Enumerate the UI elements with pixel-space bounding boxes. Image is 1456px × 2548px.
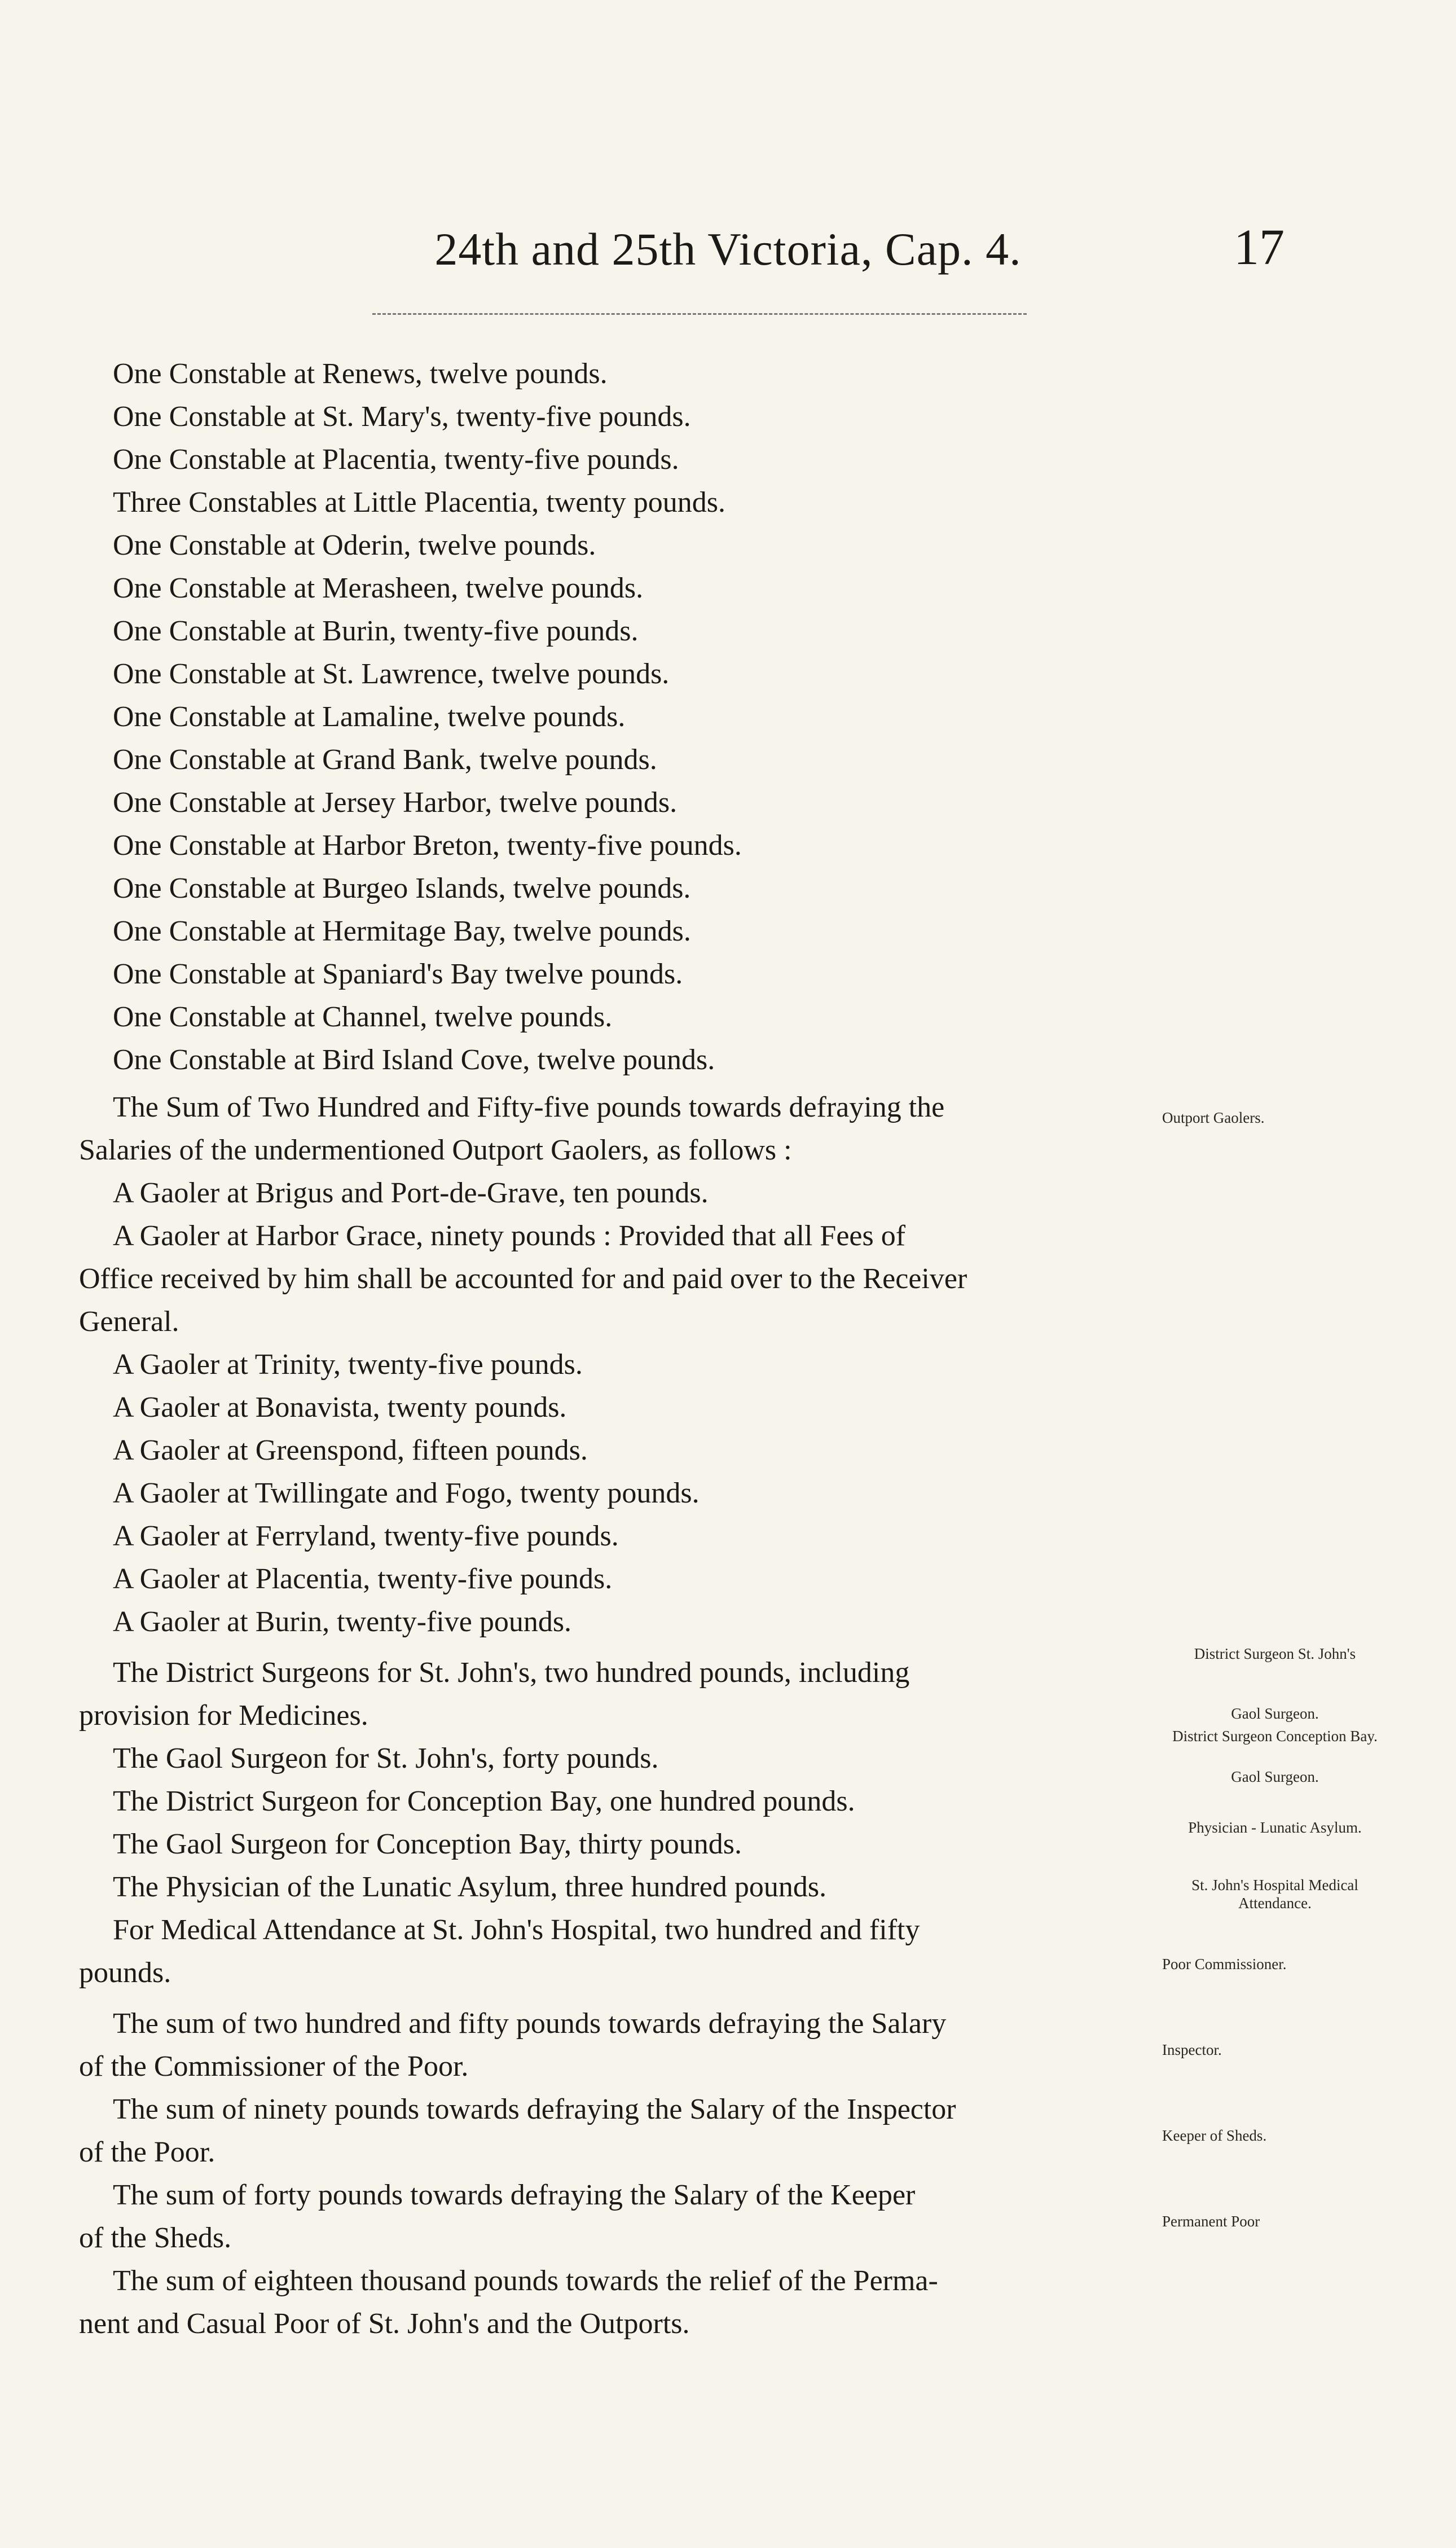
- margin-note-physician: Physician - Lunatic Asylum.: [1188, 1819, 1362, 1836]
- poor-entry: The sum of ninety pounds towards defraying the Salary of the Inspector: [113, 2093, 956, 2125]
- constables-list: [79, 353, 1077, 1082]
- poor-entry: The sum of eighteen thousand pounds towards the relief of the Perma-: [113, 2265, 938, 2297]
- constable-entry: One Constable at Placentia, twenty-five pounds.: [113, 443, 679, 476]
- margin-note-keeper-of-sheds: Keeper of Sheds.: [1162, 2127, 1267, 2144]
- gaoler-entry: A Gaoler at Twillingate and Fogo, twenty pounds.: [113, 1477, 700, 1509]
- medical-entry: pounds.: [79, 1957, 171, 1989]
- page-header: [0, 219, 1456, 291]
- poor-entry: of the Poor.: [79, 2136, 215, 2168]
- gaoler-entry: A Gaoler at Harbor Grace, ninety pounds : Provided that all Fees of: [113, 1220, 906, 1252]
- constable-entry: One Constable at Oderin, twelve pounds.: [113, 529, 596, 561]
- poor-entry: nent and Casual Poor of St. John's and the Outports.: [79, 2308, 690, 2340]
- document-body: [79, 353, 1378, 2345]
- gaoler-entry: A Gaoler at Burin, twenty-five pounds.: [113, 1606, 572, 1638]
- margin-note-poor-commissioner: Poor Commissioner.: [1162, 1956, 1287, 1972]
- gaoler-entry: Office received by him shall be accounted for and paid over to the Receiver: [79, 1263, 967, 1295]
- poor-entry: of the Commissioner of the Poor.: [79, 2050, 469, 2083]
- gaoler-entry: A Gaoler at Placentia, twenty-five pounds.: [113, 1563, 613, 1595]
- constable-entry: One Constable at St. Mary's, twenty-five pounds.: [113, 401, 691, 433]
- margin-note-district-surgeon: District Surgeon St. John's: [1194, 1645, 1356, 1662]
- medical-entry: The District Surgeon for Conception Bay, one hundred pounds.: [113, 1785, 855, 1817]
- poor-entry: The sum of forty pounds towards defraying the Salary of the Keeper: [113, 2179, 916, 2211]
- medical-entry: The Gaol Surgeon for Conception Bay, thirty pounds.: [113, 1828, 742, 1860]
- constable-entry: One Constable at Harbor Breton, twenty-five pounds.: [113, 829, 742, 862]
- margin-note-inspector: Inspector.: [1162, 2041, 1222, 2058]
- running-title: 24th and 25th Victoria, Cap. 4.: [434, 223, 1022, 275]
- constable-entry: One Constable at Jersey Harbor, twelve pounds.: [113, 787, 678, 819]
- constable-entry: One Constable at St. Lawrence, twelve pounds.: [113, 658, 670, 690]
- gaoler-entry: A Gaoler at Trinity, twenty-five pounds.: [113, 1348, 583, 1381]
- constable-entry: Three Constables at Little Placentia, twenty pounds.: [113, 486, 725, 519]
- constable-entry: One Constable at Lamaline, twelve pounds.: [113, 701, 626, 733]
- gaoler-entry: A Gaoler at Ferryland, twenty-five pounds.: [113, 1520, 619, 1552]
- margin-note-permanent-poor: Permanent Poor: [1162, 2213, 1260, 2230]
- gaolers-intro-line: Salaries of the undermentioned Outport Gaolers, as follows :: [79, 1134, 792, 1166]
- medical-entry: The Gaol Surgeon for St. John's, forty pounds.: [113, 1742, 659, 1774]
- constable-entry: One Constable at Burin, twenty-five pounds.: [113, 615, 639, 647]
- gaolers-section: [79, 1086, 1077, 1644]
- medical-entry: For Medical Attendance at St. John's Hospital, two hundred and fifty: [113, 1914, 920, 1946]
- margin-note-outport-gaolers: Outport Gaolers.: [1162, 1109, 1265, 1126]
- gaoler-entry: A Gaoler at Greenspond, fifteen pounds.: [113, 1434, 588, 1466]
- medical-entry: The District Surgeons for St. John's, two hundred pounds, including: [113, 1657, 910, 1689]
- constable-entry: One Constable at Merasheen, twelve pounds.: [113, 572, 644, 604]
- medical-section: [79, 1651, 1077, 1995]
- constable-entry: One Constable at Bird Island Cove, twelve pounds.: [113, 1044, 715, 1076]
- margin-note-hospital: St. John's Hospital Medical Attendance.: [1191, 1877, 1358, 1912]
- poor-entry: of the Sheds.: [79, 2222, 232, 2254]
- margin-note-district-surgeon-cb: District Surgeon Conception Bay.: [1172, 1728, 1378, 1745]
- medical-entry: The Physician of the Lunatic Asylum, three hundred pounds.: [113, 1871, 827, 1903]
- constable-entry: One Constable at Spaniard's Bay twelve pounds.: [113, 958, 683, 990]
- page-number: 17: [1234, 219, 1285, 275]
- constable-entry: One Constable at Hermitage Bay, twelve pounds.: [113, 915, 691, 947]
- gaolers-intro-line: The Sum of Two Hundred and Fifty-five pounds towards defraying the: [113, 1091, 945, 1123]
- poor-relief-section: [79, 2002, 1077, 2345]
- gaoler-entry: A Gaoler at Brigus and Port-de-Grave, ten pounds.: [113, 1177, 709, 1209]
- constable-entry: One Constable at Channel, twelve pounds.: [113, 1001, 613, 1033]
- constable-entry: One Constable at Grand Bank, twelve pounds.: [113, 744, 657, 776]
- gaoler-entry: A Gaoler at Bonavista, twenty pounds.: [113, 1391, 567, 1424]
- gaolers-list: [79, 1172, 1077, 1644]
- gaoler-entry: General.: [79, 1306, 179, 1338]
- medical-entry: provision for Medicines.: [79, 1699, 368, 1732]
- header-divider: [372, 313, 1027, 315]
- constable-entry: One Constable at Renews, twelve pounds.: [113, 358, 608, 390]
- margin-note-gaol-surgeon: Gaol Surgeon.: [1231, 1705, 1319, 1722]
- poor-entry: The sum of two hundred and fifty pounds towards defraying the Salary: [113, 2007, 947, 2040]
- margin-note-gaol-surgeon-cb: Gaol Surgeon.: [1231, 1768, 1319, 1785]
- constable-entry: One Constable at Burgeo Islands, twelve pounds.: [113, 872, 691, 904]
